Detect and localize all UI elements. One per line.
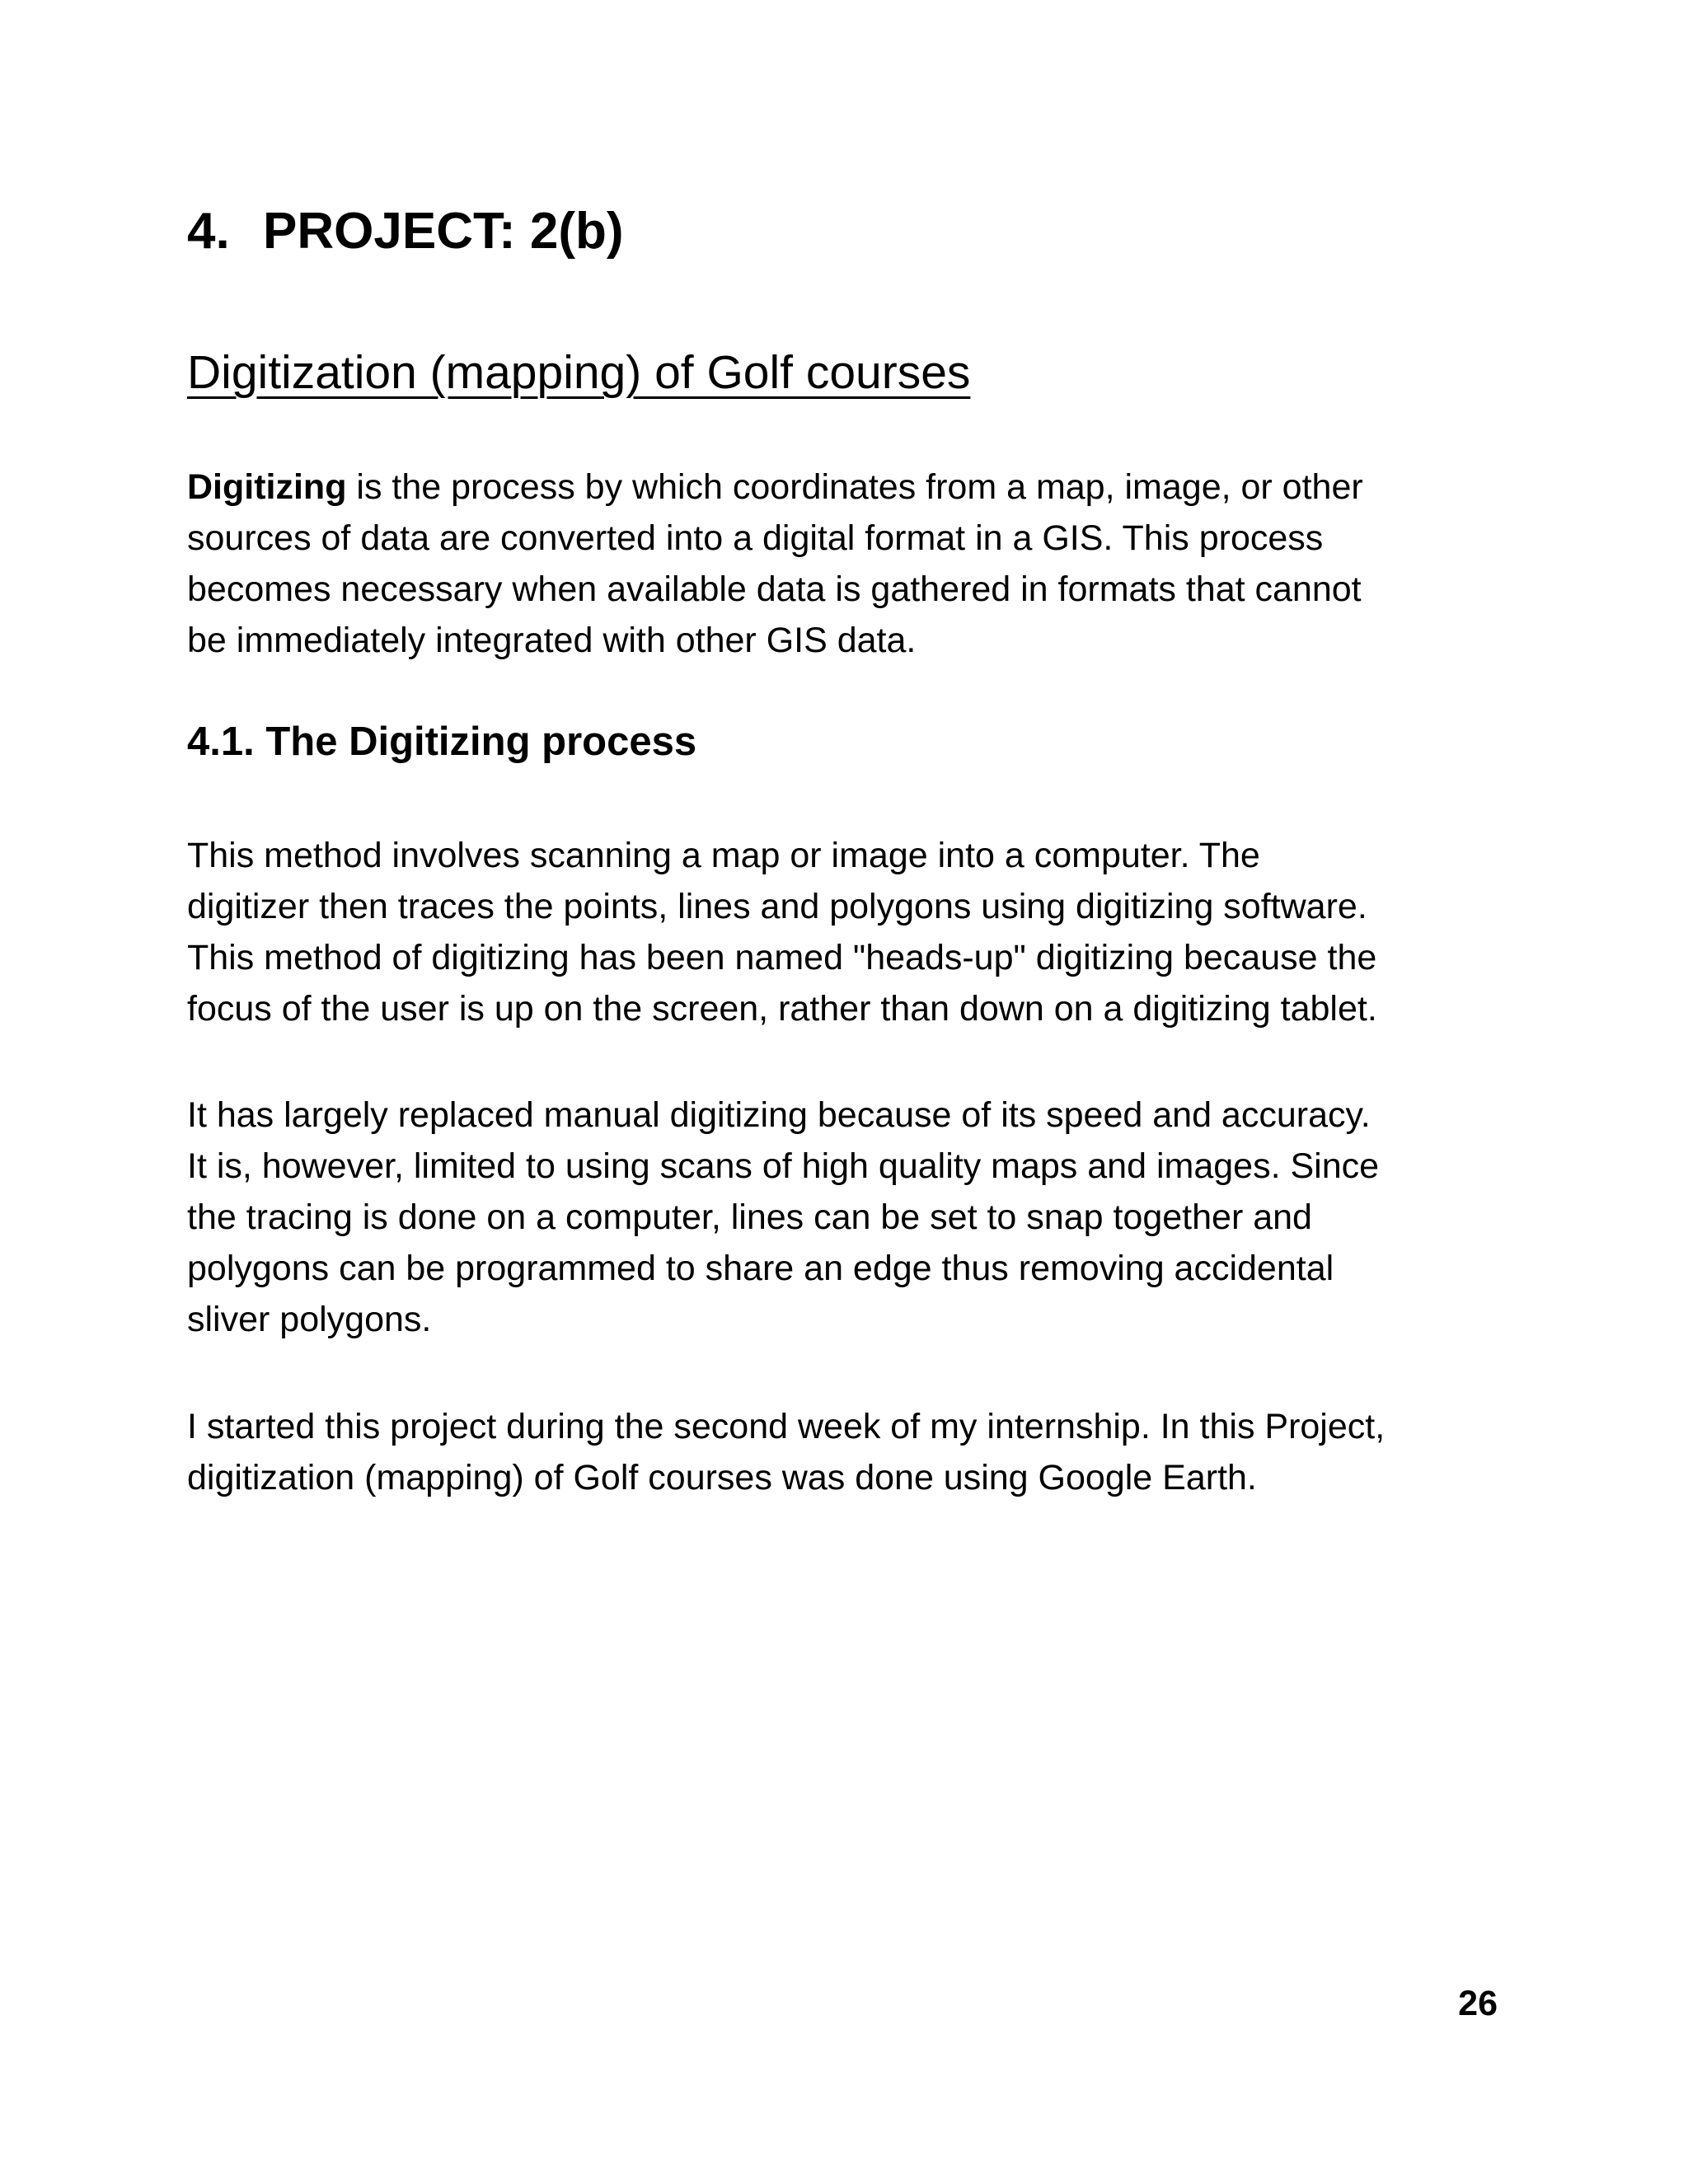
heading-number: 4.	[187, 203, 230, 260]
paragraph-line: polygons can be programmed to share an edge thus removing accidental	[187, 1249, 1334, 1288]
section-paragraph	[187, 830, 1522, 1034]
paragraph-line: sliver polygons.	[187, 1300, 432, 1339]
page-number: 26	[1458, 1984, 1498, 2023]
intro-term: Digitizing	[187, 467, 347, 507]
paragraph-line: sources of data are converted into a digital format in a GIS. This process	[187, 518, 1324, 558]
document-page	[187, 0, 1522, 2184]
main-heading	[187, 203, 624, 260]
paragraph-line: digitizer then traces the points, lines and polygons using digitizing software.	[187, 887, 1367, 926]
paragraph-line: Digitizing is the process by which coordinates from a map, image, or other	[187, 467, 1363, 507]
heading-title: PROJECT: 2(b)	[263, 203, 624, 260]
subtitle: Digitization (mapping) of Golf courses	[187, 346, 971, 399]
paragraph-line: It is, however, limited to using scans of high quality maps and images. Since	[187, 1146, 1380, 1186]
section-paragraph	[187, 1090, 1522, 1345]
paragraph-line: I started this project during the second week of my internship. In this Project,	[187, 1407, 1386, 1446]
paragraph-line: focus of the user is up on the screen, rather than down on a digitizing tablet.	[187, 989, 1377, 1029]
paragraph-line: This method involves scanning a map or image into a computer. The	[187, 836, 1260, 875]
paragraph-line: be immediately integrated with other GIS data.	[187, 621, 917, 660]
paragraph-line: This method of digitizing has been named "heads-up" digitizing because the	[187, 938, 1377, 977]
intro-paragraph	[187, 462, 1522, 666]
paragraph-line: the tracing is done on a computer, lines can be set to snap together and	[187, 1197, 1312, 1237]
paragraph-line: becomes necessary when available data is gathered in formats that cannot	[187, 569, 1362, 609]
paragraph-line: digitization (mapping) of Golf courses was done using Google Earth.	[187, 1458, 1257, 1497]
paragraph-line: It has largely replaced manual digitizing because of its speed and accuracy.	[187, 1095, 1371, 1135]
section-heading: 4.1. The Digitizing process	[187, 719, 697, 764]
section-paragraph	[187, 1401, 1522, 1503]
